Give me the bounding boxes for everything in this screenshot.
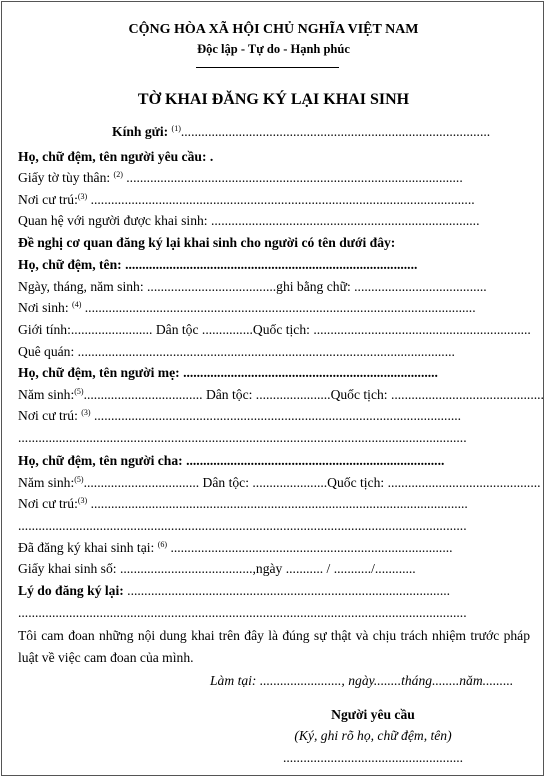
- birth-date-line[interactable]: Ngày, tháng, năm sinh: ......................................ghi bằng chữ: .......................................: [18, 279, 487, 294]
- id-document-line[interactable]: Giấy tờ tùy thân: $^{(2)}$ ...................................................................................................: [18, 170, 463, 185]
- commitment-statement: Tôi cam đoan những nội dung khai trên đây là đúng sự thật và chịu trách nhiệm trước pháp luật về việc cam đoan của mình.: [18, 628, 530, 665]
- national-title: CỘNG HÒA XÃ HỘI CHỦ NGHĨA VIỆT NAM: [128, 22, 419, 37]
- reason-line[interactable]: Lý do đăng ký lại: ...............................................................................................: [18, 583, 451, 598]
- requester-name-line[interactable]: Họ, chữ đệm, tên người yêu cầu: .: [18, 149, 214, 164]
- signature-instruction: (Ký, ghi rõ họ, chữ đệm, tên): [294, 728, 452, 743]
- mother-residence-line[interactable]: Nơi cư trú: $^{(3)}$ ............................................................................................................: [18, 408, 462, 423]
- father-info-line[interactable]: Năm sinh:$^{(5)}$.................................. Dân tộc: ......................Quốc tịch: .............................................: [18, 475, 541, 490]
- place-date-line[interactable]: Làm tại: ........................, ngày........tháng........năm.........: [210, 673, 514, 688]
- request-statement: Đề nghị cơ quan đăng ký lại khai sinh cho người có tên dưới đây:: [18, 235, 396, 250]
- mother-name-line[interactable]: Họ, chữ đệm, tên người mẹ: ...........................................................................: [18, 365, 438, 380]
- gender-ethnicity-nationality-line[interactable]: Giới tính:........................ Dân tộc ...............Quốc tịch: ................................................................: [18, 322, 531, 337]
- signature-line[interactable]: .....................................................: [282, 750, 464, 765]
- father-name-line[interactable]: Họ, chữ đệm, tên người cha: ............................................................................: [18, 453, 445, 468]
- requester-residence-line[interactable]: Nơi cư trú:$^{(3)}$ .................................................................................................................: [18, 192, 475, 207]
- father-residence-line[interactable]: Nơi cư trú:$^{(3)}$ ...............................................................................................................: [18, 496, 468, 511]
- birth-certificate-number-line[interactable]: Giấy khai sinh số: .......................................,ngày ........... / .........../............: [18, 561, 416, 576]
- birth-place-line[interactable]: Nơi sinh: $^{(4)}$ ...................................................................................................................: [18, 300, 476, 315]
- requester-signature-title: Người yêu cầu: [331, 707, 415, 722]
- registered-at-line[interactable]: Đã đăng ký khai sinh tại: $^{(6)}$ ...................................................................................: [18, 540, 453, 555]
- motto-underline: [196, 67, 339, 68]
- mother-residence-cont-line[interactable]: ....................................................................................................................................: [18, 430, 467, 445]
- form-title: TỜ KHAI ĐĂNG KÝ LẠI KHAI SINH: [137, 91, 410, 108]
- relationship-line[interactable]: Quan hệ với người được khai sinh: ...............................................................................: [18, 213, 480, 228]
- addressee-line[interactable]: Kính gửi: $^{(1)}$...........................................................................................: [112, 124, 491, 139]
- national-motto: Độc lập - Tự do - Hạnh phúc: [197, 42, 350, 56]
- child-name-line[interactable]: Họ, chữ đệm, tên: ......................................................................................: [18, 257, 418, 272]
- father-residence-cont-line[interactable]: ....................................................................................................................................: [18, 518, 467, 533]
- hometown-line[interactable]: Quê quán: ...............................................................................................................: [18, 344, 455, 359]
- mother-info-line[interactable]: Năm sinh:$^{(5)}$................................... Dân tộc: ......................Quốc tịch: .............................................: [18, 387, 544, 402]
- reason-cont-line[interactable]: ....................................................................................................................................: [18, 605, 467, 620]
